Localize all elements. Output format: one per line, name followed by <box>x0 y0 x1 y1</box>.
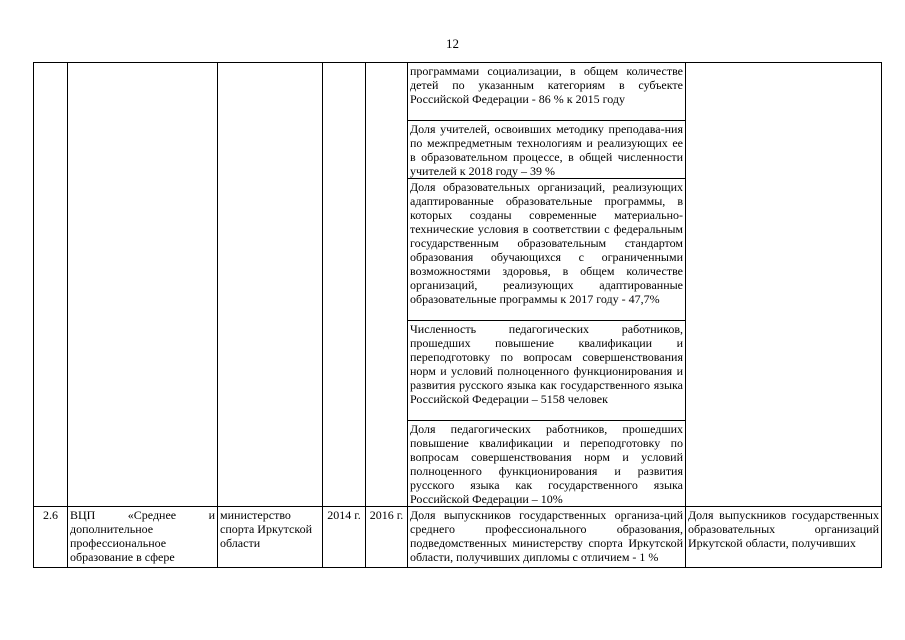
table-row-2-6 <box>34 507 882 568</box>
cell-program-empty <box>68 63 218 507</box>
row-number: 2.6 <box>34 507 68 568</box>
ministry-name: министерство спорта Иркутской области <box>218 507 323 568</box>
indicator-cell: программами социализации, в общем количестве детей по указанным категориям в субъекте Российской Федерации - 86 % к 2015 году <box>408 63 686 121</box>
indicator-cell: Доля образовательных организаций, реализующих адаптированные образовательные программы, в которых созданы современные материально-технические условия в соответствии с федеральным государственным образовательным стандартом образования обучающихся с ограниченными возможностями здоровья, в общем количестве организаций, реализующих адаптированные образовательные программы к 2017 году - 47,7% <box>408 179 686 321</box>
indicator-cell: Доля выпускников государственных организа-ций среднего профессионального образования, подведомственных министерству спорта Иркутской области, получивших дипломы с отличием - 1 % <box>408 507 686 568</box>
program-name: ВЦП «Среднее и дополнительное профессиональное образование в сфере <box>68 507 218 568</box>
cell-regional-empty <box>686 63 882 507</box>
indicator-cell: Доля педагогических работников, прошедших повышение квалификации и переподготовку по вопросам совершенствования норм и условий полноценного функционирования и развития русского языка как государственного языка Российской Федерации – 10% <box>408 421 686 507</box>
indicator-cell: Доля учителей, освоивших методику преподава-ния по межпредметным технологиям и реализующих ее в образовательном процессе, в общей численности учителей к 2018 году – 39 % <box>408 121 686 179</box>
page-number: 12 <box>446 36 459 51</box>
table-row-continuation <box>34 63 882 121</box>
cell-end-empty <box>366 63 408 507</box>
program-table <box>33 62 882 568</box>
cell-number-empty <box>34 63 68 507</box>
regional-indicator-cell: Доля выпускников государственных образовательных организаций Иркутской области, получивших <box>686 507 882 568</box>
cell-ministry-empty <box>218 63 323 507</box>
indicator-cell: Численность педагогических работников, прошедших повышение квалификации и переподготовку по вопросам совершенствования норм и условий полноценного функционирования и развития русского языка как государственного языка Российской Федерации – 5158 человек <box>408 321 686 421</box>
start-year: 2014 г. <box>323 507 366 568</box>
end-year: 2016 г. <box>366 507 408 568</box>
cell-start-empty <box>323 63 366 507</box>
